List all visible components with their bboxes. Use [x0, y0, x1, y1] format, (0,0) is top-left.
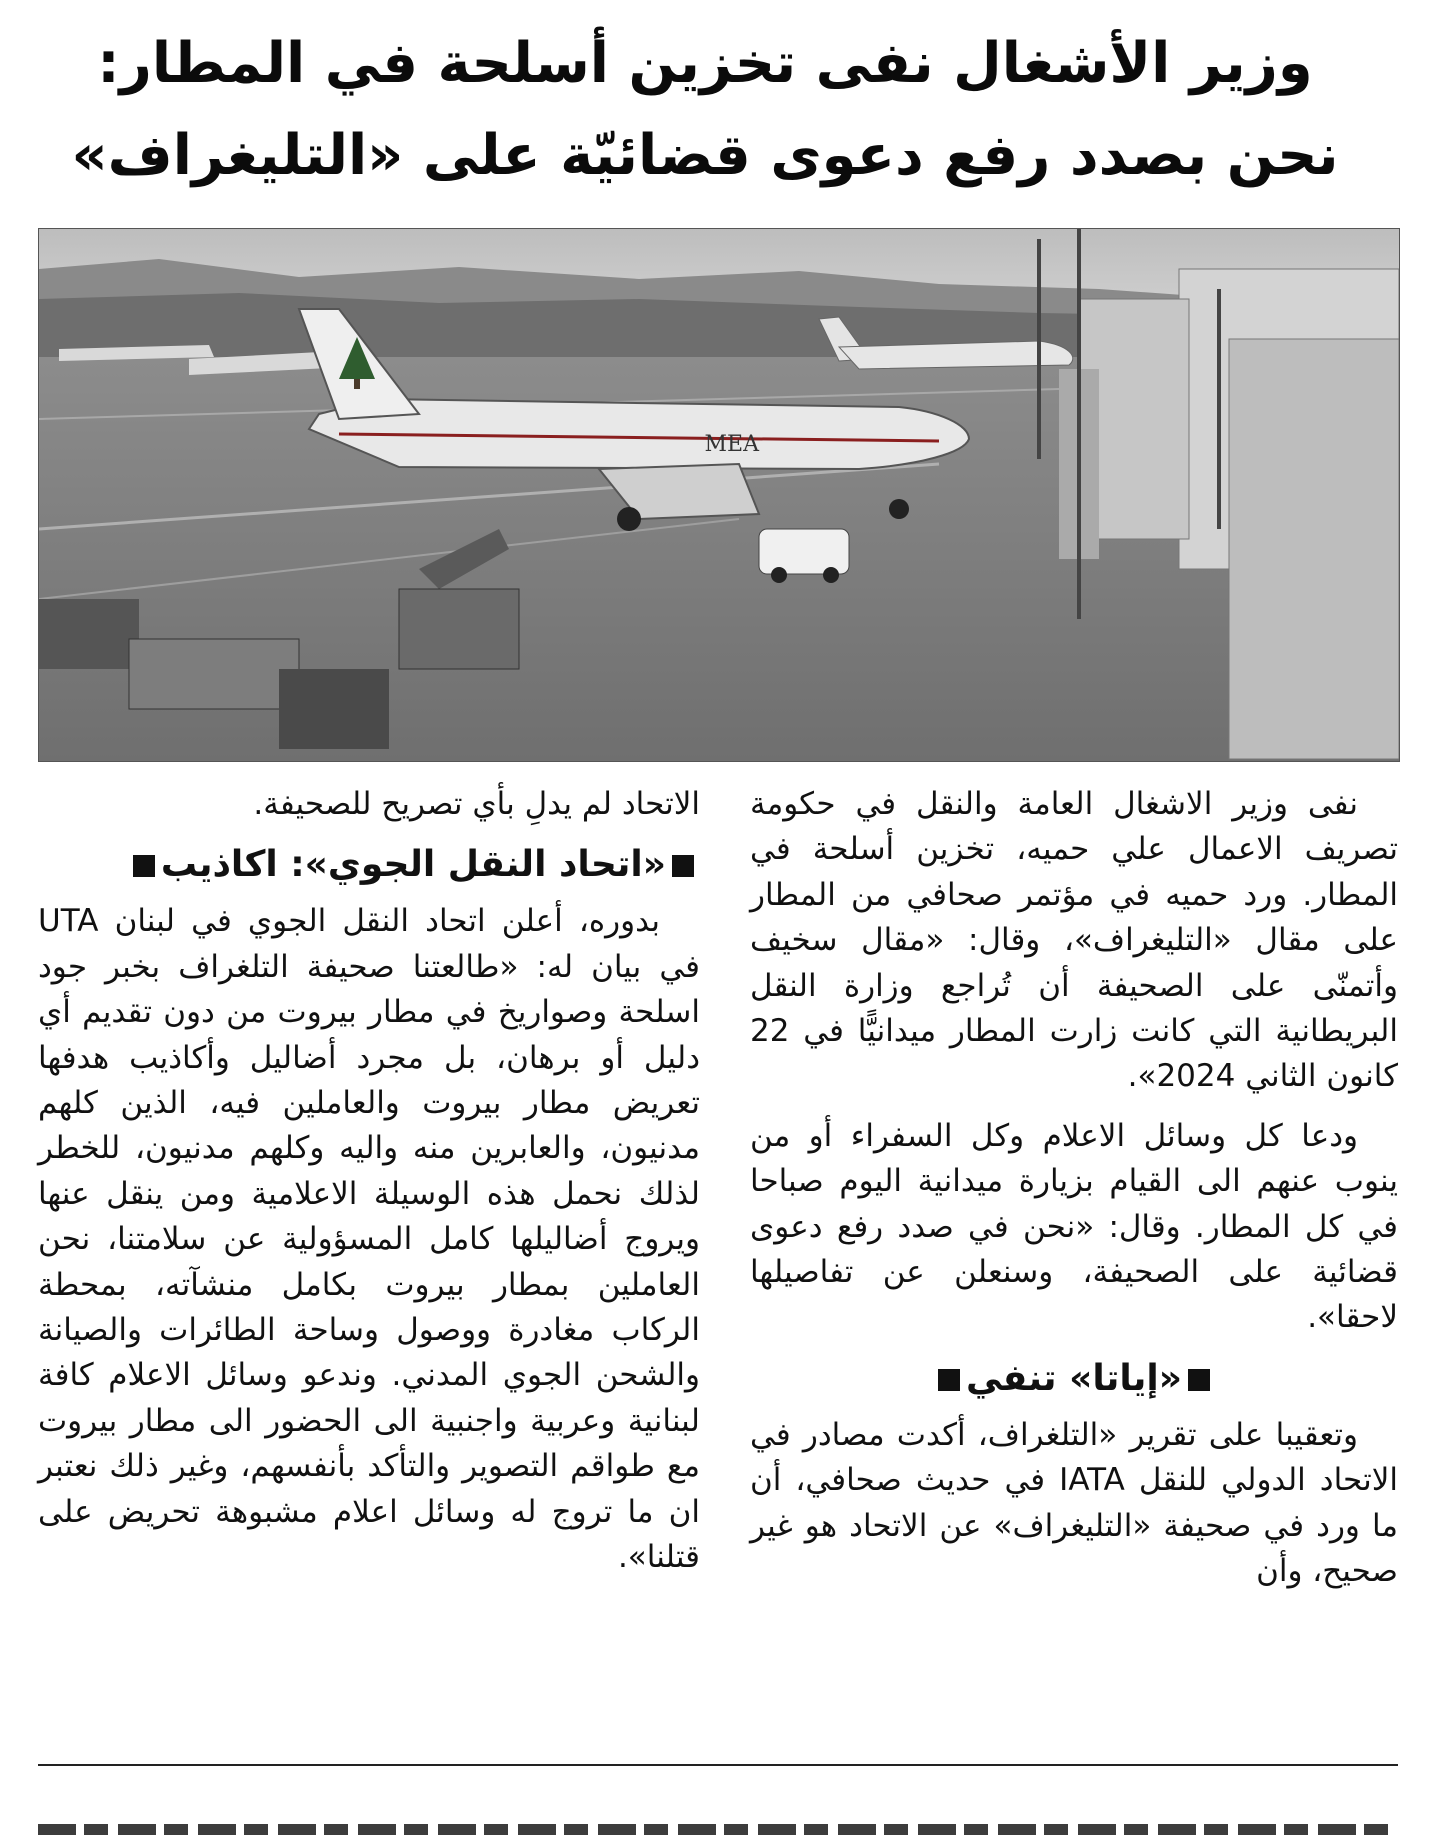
divider-line: [38, 1764, 1398, 1766]
square-bullet-icon: [133, 855, 155, 877]
article-column-right: [750, 782, 1398, 1595]
paragraph: بدوره، أعلن اتحاد النقل الجوي في لبنان UTA في بيان له: «طالعتنا صحيفة التلغراف بخبر جود اسلحة وصواريخ في مطار بيروت من دون تقديم أي دليل أو برهان، بل مجرد أضاليل وأكاذيب هدفها تعريض مطار بيروت والعاملين فيه، الذين كلهم مدنيون، والعابرين منه واليه وكلهم مدنيون، للخطر لذلك نحمل هذه الوسيلة الاعلامية ومن ينقل عنها ويروج أضاليلها كامل المسؤولية عن سلامتنا، نحن العاملين بمطار بيروت بكامل منشآته، بمحطة الركاب مغادرة ووصول وساحة الطائرات والصيانة والشحن الجوي المدني. وندعو وسائل الاعلام كافة لبنانية وعربية واجنبية الى الحضور الى مطار بيروت مع طواقم التصوير والتأكد بأنفسهم، وغير ذلك نعتبر ان ما تروج له وسائل اعلام مشبوهة تحريض على قتلنا».: [38, 903, 700, 1576]
next-article-cutoff: [38, 1820, 1398, 1835]
airport-photo: [38, 228, 1400, 762]
subheading-iata: [750, 1349, 1398, 1409]
square-bullet-icon: [672, 855, 694, 877]
subheading-uta: [38, 835, 700, 895]
paragraph: نفى وزير الاشغال العامة والنقل في حكومة تصريف الاعمال علي حميه، تخزين أسلحة في المطار. ورد حميه في مؤتمر صحافي من المطار على مقال «التليغراف»، وقال: «مقال سخيف وأتمنّى على الصحيفة أن تُراجع وزارة النقل البريطانية التي كانت زارت المطار ميدانيًّا في 22 كانون الثاني 2024».: [750, 786, 1398, 1095]
subheading-text: «إياتا» تنفي: [966, 1357, 1182, 1399]
headline-line-2: نحن بصدد رفع دعوى قضائيّة على «التليغراف»: [71, 123, 1339, 188]
square-bullet-icon: [938, 1369, 960, 1391]
headline-line-1: وزير الأشغال نفى تخزين أسلحة في المطار:: [97, 31, 1313, 96]
paragraph: وتعقيبا على تقرير «التلغراف، أكدت مصادر في الاتحاد الدولي للنقل IATA في حديث صحافي، أن ما ورد في صحيفة «التليغراف» عن الاتحاد هو غير صحيح، وأن: [750, 1416, 1398, 1590]
svg-text:MEA: MEA: [704, 432, 759, 457]
subheading-text: «اتحاد النقل الجوي»: اكاذيب: [160, 844, 666, 886]
article-column-left: [38, 782, 700, 1581]
square-bullet-icon: [1188, 1369, 1210, 1391]
paragraph: الاتحاد لم يدلِ بأي تصريح للصحيفة.: [253, 786, 700, 822]
paragraph: ودعا كل وسائل الاعلام وكل السفراء أو من ينوب عنهم الى القيام بزيارة ميدانية اليوم صباحا في كل المطار. وقال: «نحن في صدد رفع دعوى قضائية على الصحيفة، وسنعلن عن تفاصيلها لاحقا».: [750, 1117, 1398, 1336]
